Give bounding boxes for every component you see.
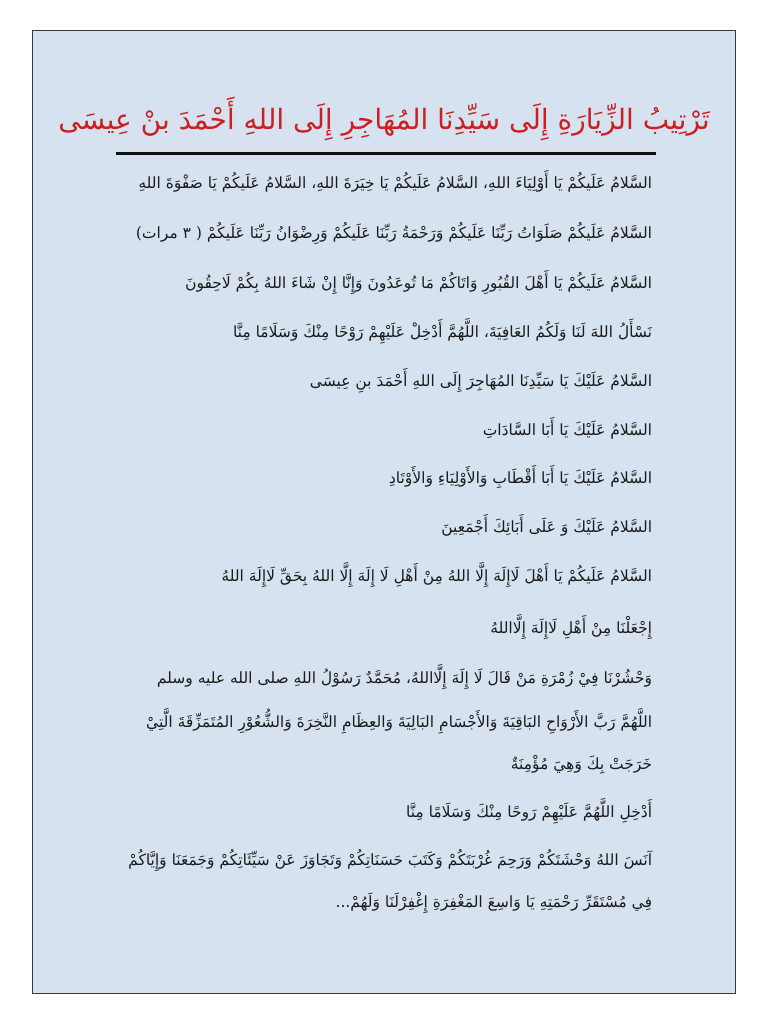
text-line-12: اللَّهُمَّ رَبَّ الأَرْوَاحِ البَاقِيَةَ وَالأَجْسَامِ البَالِيَةَ وَالعِظَامِ النَّخِرَةَ وَالشُّعُوْرِ المُتَمَزِّقَةَ الَّتِيْ خَرَجَتْ بِكَ وَهِيَ مُؤْمِنَةٌ xyxy=(146,713,652,773)
text-line-4: نَسْأَلُ اللهَ لَنَا وَلَكُمُ العَافِيَةَ، اللَّهُمَّ أَدْخِلْ عَلَيْهِمْ رَوْحًا مِنْكَ وَسَلَامًا مِنَّا xyxy=(232,323,652,341)
text-line-11: وَحْشُرْنَا فِيْ زُمْرَةِ مَنْ قَالَ لَا إِلَهَ إِلَّااللهُ، مُحَمَّدٌ رَسُوْلُ اللهِ صلى الله عليه وسلم xyxy=(156,669,652,687)
text-line-6: السَّلامُ عَلَيْكَ يَا أَبَا السَّادَاتِ xyxy=(482,421,652,439)
text-line-2: السَّلامُ عَلَيكُمْ صَلَوَاتُ رَبِّنَا عَلَيكُمْ وَرَحْمَةُ رَبِّنَا عَلَيكُمْ وَرِضْوَانُ رَبِّنَا عَلَيكُمْ ( ٣ مرات) xyxy=(135,224,652,242)
text-line-7: السَّلامُ عَلَيْكَ يَا أَبَا أَقْطَابِ وَالأَوْلِيَاءِ وَالأَوْتَادِ xyxy=(388,469,652,487)
text-line-9: السَّلامُ عَلَيكُمْ يَا أَهْلَ لَاإِلَهَ إِلَّا اللهُ مِنْ أَهْلِ لَا إِلَهَ إِلَّا اللهُ بِحَقِّ لَاإِلَهَ اللهُ xyxy=(221,567,652,585)
text-line-3: السَّلامُ عَلَيكُمْ يَا أَهْلَ القُبُورِ وَاتَاكُمْ مَا تُوعَدُونَ وَإِنَّا إِنْ شَاءَ اللهُ بِكُمْ لَاحِقُونَ xyxy=(185,274,652,292)
text-line-10: إِجْعَلْنَا مِنْ أَهْلِ لَاإِلَهَ إِلَّااللهُ xyxy=(490,619,652,637)
text-line-5: السَّلامُ عَلَيْكَ يَا سَيِّدِنَا المُهَاجِرَ إِلَى اللهِ أَحْمَدَ بنِ عِيسَى xyxy=(309,372,652,390)
text-line-13: أَدْخِلِ اللَّهُمَّ عَلَيْهِمْ رَوحًا مِنْكَ وَسَلَامًا مِنَّا xyxy=(406,803,652,821)
text-line-8: السَّلامُ عَلَيْكَ وَ عَلَى أَبَائِكَ أَجْمَعِينَ xyxy=(441,518,652,536)
text-body xyxy=(33,31,735,993)
page-panel xyxy=(32,30,736,994)
page-title: تَرْتِيبُ الزِّيَارَةِ إِلَى سَيِّدِنَا المُهَاجِرِ إِلَى اللهِ أَحْمَدَ بنْ عِيسَى xyxy=(58,103,710,136)
text-line-1: السَّلامُ عَلَيكُمْ يَا أَوْلِيَاءَ اللهِ، السَّلامُ عَلَيكُمْ يَا خِيَرَةَ اللهِ، السَّلامُ عَلَيكُمْ يَا صَفْوَةَ اللهِ xyxy=(138,174,652,192)
text-line-14: آنَسَ اللهُ وَحْشَتَكُمْ وَرَحِمَ غُرْبَتَكُمْ وَكَتَبَ حَسَنَاتِكُمْ وَتَجَاوَزَ عَنْ سَيِّئَاتِكُمْ وَجَمَعَنَا وَإِيَّاكُمْ فِي مُسْتَقَرِّ رَحْمَتِهِ يَا وَاسِعَ المَغْفِرَةِ إِغْفِرْلَنَا وَلَهُمْ... xyxy=(128,851,652,911)
